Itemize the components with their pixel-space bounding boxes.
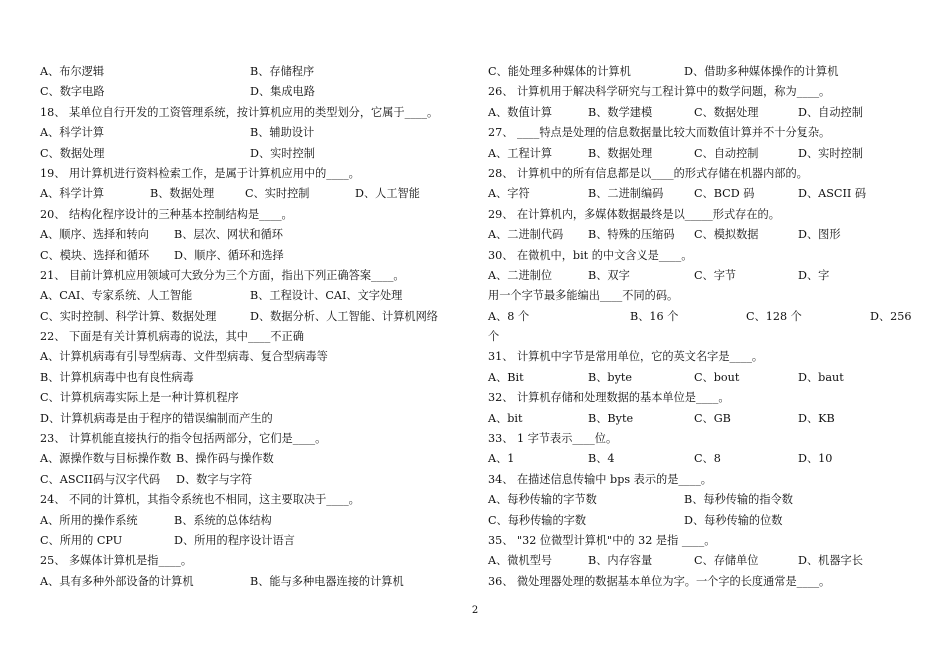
answer-option: B、数学建模 [588,105,653,119]
right-line [488,62,918,82]
answer-option: A、8 个 [488,309,530,323]
answer-option: B、系统的总体结构 [174,513,272,527]
question-text: 23、 计算机能直接执行的指令包括两部分，它们是____。 [40,432,327,446]
left-line [40,409,480,429]
answer-option: C、ASCII码与汉字代码 [40,472,161,486]
answer-option: B、能与多种电器连接的计算机 [250,574,404,588]
answer-option: C、所用的 CPU [40,533,123,547]
answer-option: D、字 [798,268,830,282]
right-column [488,62,918,592]
question-text: 19、 用计算机进行资料检索工作，是属于计算机应用中的____。 [40,166,360,180]
answer-option: C、实时控制 [245,187,310,201]
left-line [40,470,480,490]
left-line [40,307,480,327]
right-line [488,531,918,551]
answer-option: B、二进制编码 [588,187,664,201]
answer-option: B、数据处理 [588,146,653,160]
question-text: 35、 "32 位微型计算机"中的 32 是指 ____。 [488,533,716,547]
answer-option: B、层次、网状和循环 [174,228,283,242]
right-line [488,327,918,347]
answer-option: D、集成电路 [250,85,315,99]
left-line [40,551,480,571]
right-line [488,449,918,469]
answer-option: A、微机型号 [488,554,553,568]
question-text: 34、 在描述信息传输中 bps 表示的是____。 [488,472,712,486]
left-line [40,327,480,347]
answer-option: B、特殊的压缩码 [588,228,675,242]
answer-option: C、自动控制 [694,146,759,160]
answer-option: A、数值计算 [488,105,553,119]
answer-option: B、双字 [588,268,630,282]
answer-option: A、每秒传输的字节数 [488,493,597,507]
left-line [40,388,480,408]
answer-option: D、机器字长 [798,554,863,568]
answer-option: C、实时控制、科学计算、数据处理 [40,309,217,323]
right-line [488,82,918,102]
answer-option: B、4 [588,452,615,466]
answer-option: C、模拟数据 [694,228,759,242]
question-text: 21、 目前计算机应用领域可大致分为三个方面，指出下列正确答案____。 [40,268,405,282]
answer-option: C、128 个 [746,309,802,323]
left-line [40,531,480,551]
answer-option: A、CAI、专家系统、人工智能 [40,289,193,303]
right-line [488,307,918,327]
answer-option: B、操作码与操作数 [176,452,274,466]
left-column [40,62,480,592]
question-text: 27、 ____特点是处理的信息数据量比较大而数值计算并不十分复杂。 [488,126,831,140]
answer-option: B、byte [588,370,633,384]
right-line [488,184,918,204]
left-line [40,82,480,102]
right-line [488,123,918,143]
left-line [40,62,480,82]
right-line [488,286,918,306]
right-line [488,470,918,490]
question-text: 31、 计算机中字节是常用单位，它的英文名字是____。 [488,350,764,364]
answer-option: D、自动控制 [798,105,863,119]
right-line [488,164,918,184]
answer-option: C、模块、选择和循环 [40,248,150,262]
left-line [40,225,480,245]
answer-option: C、数据处理 [40,146,105,160]
left-line [40,572,480,592]
left-line [40,429,480,449]
right-line [488,429,918,449]
left-line [40,205,480,225]
right-line [488,409,918,429]
question-text: 30、 在微机中，bit 的中文含义是____。 [488,248,693,262]
right-line [488,388,918,408]
right-line [488,205,918,225]
answer-option: B、每秒传输的指令数 [684,493,793,507]
answer-option: A、科学计算 [40,126,105,140]
answer-option: B、存储程序 [250,65,315,78]
left-line [40,490,480,510]
answer-option: D、256 [870,309,912,323]
answer-option: D、10 [798,452,833,466]
answer-option: C、每秒传输的字数 [488,513,587,527]
answer-option: D、每秒传输的位数 [684,513,783,527]
right-line [488,572,918,592]
answer-option: A、二进制位 [488,268,553,282]
answer-option: C、字节 [694,268,737,282]
question-text: 用一个字节最多能编出____不同的码。 [488,289,679,303]
right-line [488,266,918,286]
question-text: D、计算机病毒是由于程序的错误编制而产生的 [40,411,273,425]
answer-option: D、数字与字符 [176,472,253,486]
answer-option: A、1 [488,452,515,466]
answer-option: B、内存容量 [588,554,653,568]
answer-option: D、baut [798,370,844,384]
answer-option: A、科学计算 [40,187,105,201]
left-line [40,449,480,469]
left-line [40,347,480,367]
answer-option: C、GB [694,411,731,425]
right-line [488,551,918,571]
right-line [488,511,918,531]
right-line [488,225,918,245]
question-text: 22、 下面是有关计算机病毒的说法，其中____不正确 [40,330,304,344]
answer-option: A、所用的操作系统 [40,513,138,527]
answer-option: C、BCD 码 [694,187,755,201]
left-line [40,144,480,164]
answer-option: C、8 [694,452,721,466]
question-text: 28、 计算机中的所有信息都是以____的形式存储在机器内部的。 [488,166,808,180]
right-line [488,490,918,510]
question-text: C、计算机病毒实际上是一种计算机程序 [40,391,239,405]
answer-option: D、图形 [798,228,841,242]
question-text: 32、 计算机存储和处理数据的基本单位是____。 [488,391,730,405]
left-line [40,266,480,286]
page-number: 2 [471,605,479,616]
question-text: 20、 结构化程序设计的三种基本控制结构是____。 [40,207,293,221]
answer-option: D、ASCII 码 [798,187,867,201]
left-line [40,164,480,184]
left-line [40,246,480,266]
answer-option: C、存储单位 [694,554,759,568]
left-line [40,103,480,123]
question-text: 个 [488,330,500,344]
question-text: 18、 某单位自行开发的工资管理系统，按计算机应用的类型划分，它属于____。 [40,105,439,119]
answer-option: B、辅助设计 [250,126,315,140]
answer-option: B、数据处理 [150,187,215,201]
answer-option: A、源操作数与目标操作数 [40,452,172,466]
answer-option: A、Bit [488,370,524,384]
answer-option: D、实时控制 [798,146,863,160]
answer-option: D、数据分析、人工智能、计算机网络 [250,309,438,323]
left-line [40,511,480,531]
answer-option: D、人工智能 [355,187,420,201]
answer-option: C、能处理多种媒体的计算机 [488,65,631,78]
question-text: 36、 微处理器处理的数据基本单位为字。一个字的长度通常是____。 [488,574,831,588]
question-text: 26、 计算机用于解决科学研究与工程计算中的数学问题，称为____。 [488,85,831,99]
left-line [40,368,480,388]
question-text: 25、 多媒体计算机是指____。 [40,554,193,568]
right-line [488,246,918,266]
question-text: 33、 1 字节表示____位。 [488,432,618,446]
answer-option: D、顺序、循环和选择 [174,248,284,262]
answer-option: B、工程设计、CAI、文字处理 [250,289,403,303]
answer-option: A、具有多种外部设备的计算机 [40,574,194,588]
question-text: A、计算机病毒有引导型病毒、文件型病毒、复合型病毒等 [40,350,328,364]
right-line [488,144,918,164]
answer-option: D、实时控制 [250,146,315,160]
answer-option: C、数字电路 [40,85,105,99]
question-text: 29、 在计算机内，多媒体数据最终是以_____形式存在的。 [488,207,780,221]
answer-option: A、工程计算 [488,146,553,160]
right-line [488,368,918,388]
answer-option: A、二进制代码 [488,228,564,242]
left-line [40,184,480,204]
answer-option: B、Byte [588,411,634,425]
question-text: B、计算机病毒中也有良性病毒 [40,370,194,384]
left-line [40,123,480,143]
answer-option: D、所用的程序设计语言 [174,533,295,547]
answer-option: B、16 个 [630,309,679,323]
answer-option: A、顺序、选择和转向 [40,228,149,242]
answer-option: C、bout [694,370,740,384]
right-line [488,103,918,123]
answer-option: D、借助多种媒体操作的计算机 [684,65,839,78]
left-line [40,286,480,306]
answer-option: C、数据处理 [694,105,759,119]
question-text: 24、 不同的计算机，其指令系统也不相同，这主要取决于____。 [40,493,360,507]
answer-option: D、KB [798,411,835,425]
answer-option: A、字符 [488,187,530,201]
answer-option: A、bit [488,411,523,425]
right-line [488,347,918,367]
answer-option: A、布尔逻辑 [40,65,105,78]
